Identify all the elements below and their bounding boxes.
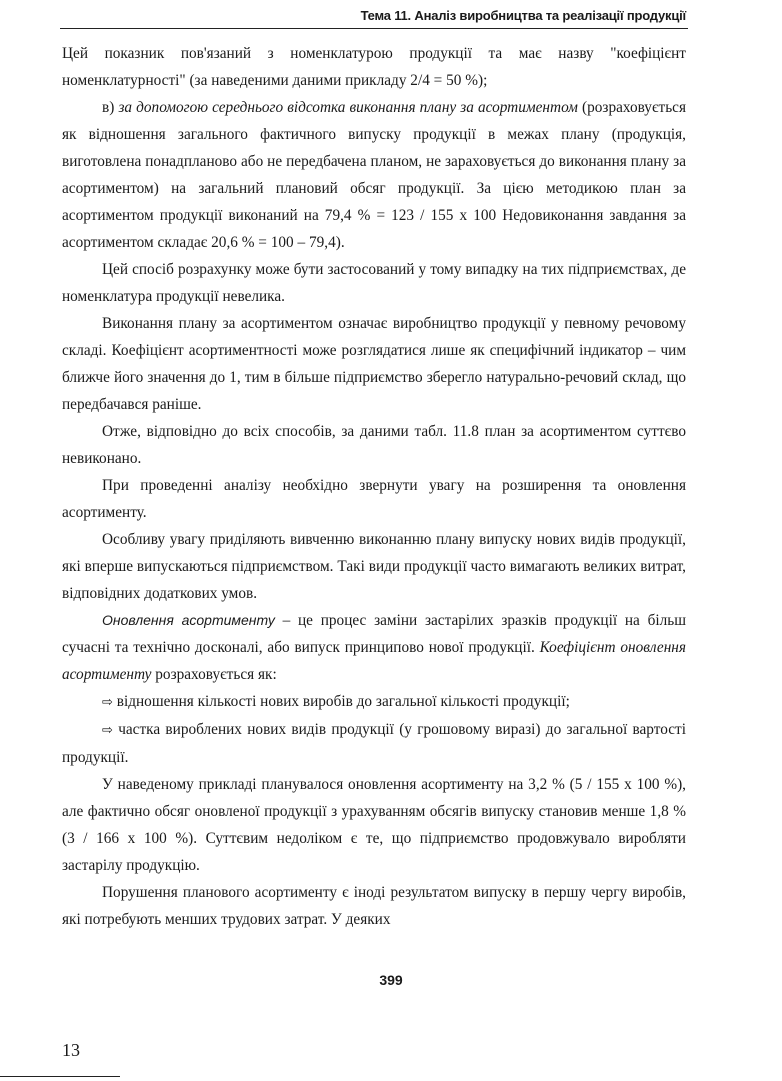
header-rule xyxy=(60,28,688,29)
page-number: 399 xyxy=(379,972,403,988)
definition-text: – це процес заміни застарілих зразків продукції на більш сучасні та технічно досконалі, або випуск принципово нової продукції. xyxy=(62,612,686,656)
paragraph-7: Особливу увагу приділяють вивченню виконанню плану випуску нових видів продукції, які вперше випускаються підприємством. Такі види продукції часто вимагають великих витрат, відповідних додаткових умов. xyxy=(62,531,686,602)
arrow-right-icon: ⇨ xyxy=(102,695,113,710)
bullet-item xyxy=(62,716,686,771)
coefficient-term-italic: Коефіцієнт оновлення асортименту xyxy=(62,639,686,683)
method-title-italic: за допомогою середнього відсотка виконання плану за асортиментом xyxy=(118,99,578,116)
bullet-text: частка вироблених нових видів продукції (у грошовому виразі) до загальної вартості продукції. xyxy=(62,721,686,766)
list-marker-v: в) xyxy=(102,99,119,116)
running-header: Тема 11. Аналіз виробництва та реалізації продукції xyxy=(360,8,686,23)
paragraph-8 xyxy=(62,607,686,688)
paragraph-1: Цей показник пов'язаний з номенклатурою продукції та має назву "коефіцієнт номенклатурності" (за наведеними даними прикладу 2/4 = 50 %); xyxy=(62,45,686,89)
paragraph-4: Виконання плану за асортиментом означає виробництво продукції у певному речовому складі. Коефіцієнт асортиментності може розглядатися лише як специфічний індикатор – чим ближче його значення до 1, тим в більше підприємство зберегло натурально-речовий склад, що передбачався раніше. xyxy=(62,315,686,413)
corner-mark: 13 xyxy=(62,1040,80,1060)
paragraph-9: У наведеному прикладі планувалося оновлення асортименту на 3,2 % (5 / 155 х 100 %), але фактично обсяг оновленої продукції з урахуванням обсягів випуску становив менше 1,8 % (3 / 166 х 100 %). Суттєвим недоліком є те, що підприємство продовжувало виробляти застарілу продукцію. xyxy=(62,776,686,874)
bottom-rule xyxy=(0,1076,120,1077)
paragraph-2 xyxy=(62,94,686,256)
bullet-text: відношення кількості нових виробів до загальної кількості продукції; xyxy=(116,693,570,710)
definition-term: Оновлення асортименту xyxy=(102,612,275,628)
paragraph-2-text: (розраховується як відношення загального фактичного випуску продукції в межах плану (продукція, виготовлена понадпланово або не передбачена планом, не зараховується до виконання плану за асортиментом) на загальний плановий обсяг продукції. За цією методикою план за асортиментом продукції виконаний на 79,4 % = 123 / 155 х 100 Недовиконання завдання за асортиментом складає 20,6 % = 100 – 79,4). xyxy=(62,99,686,251)
paragraph-5: Отже, відповідно до всіх способів, за даними табл. 11.8 план за асортиментом суттєво невиконано. xyxy=(62,423,686,467)
paragraph-6: При проведенні аналізу необхідно звернути увагу на розширення та оновлення асортименту. xyxy=(62,477,686,521)
definition-tail: розраховується як: xyxy=(151,666,277,683)
arrow-right-icon: ⇨ xyxy=(102,723,113,738)
paragraph-3: Цей спосіб розрахунку може бути застосований у тому випадку на тих підприємствах, де номенклатура продукції невелика. xyxy=(62,261,686,305)
paragraph-10: Порушення планового асортименту є іноді результатом випуску в першу чергу виробів, які потребують менших трудових затрат. У деяких xyxy=(62,884,686,928)
bullet-item xyxy=(62,688,686,716)
page-body xyxy=(62,40,686,933)
